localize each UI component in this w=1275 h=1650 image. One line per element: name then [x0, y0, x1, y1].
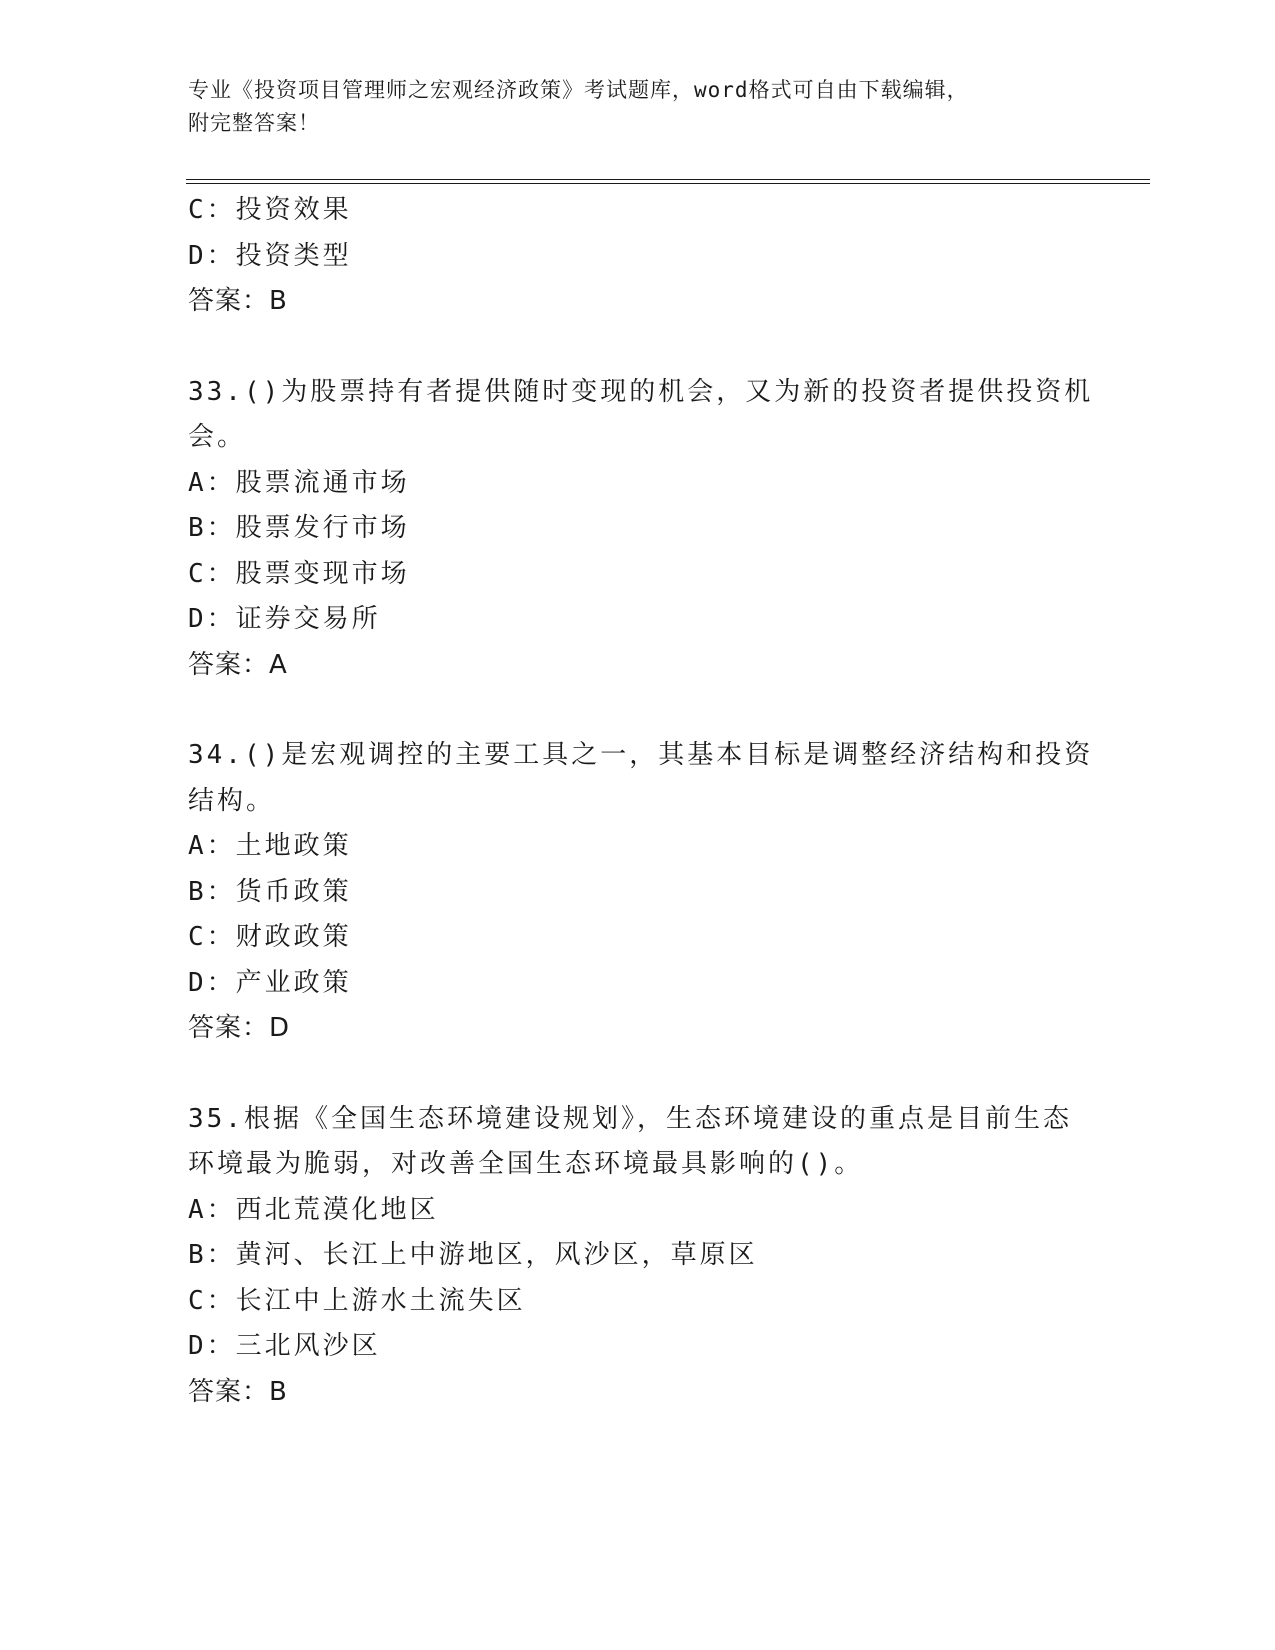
- option-c: C：投资效果: [188, 195, 352, 225]
- question-text-line-2: 会。: [188, 422, 247, 452]
- option-b: B：黄河、长江上中游地区，风沙区，草原区: [188, 1240, 758, 1270]
- question-text-line-1: 35.根据《全国生态环境建设规划》，生态环境建设的重点是目前生态: [188, 1103, 1072, 1134]
- answer-line: 答案：B: [188, 286, 288, 316]
- option-d: D：三北风沙区: [188, 1331, 381, 1361]
- document-body: [188, 188, 1094, 1415]
- option-c: C：股票变现市场: [188, 558, 410, 589]
- question-text-line-1: 34.()是宏观调控的主要工具之一，其基本目标是调整经济结构和投资: [188, 740, 1094, 770]
- option-b: B：股票发行市场: [188, 513, 410, 543]
- option-c: C：财政政策: [188, 922, 352, 952]
- option-d: D：投资类型: [188, 240, 352, 271]
- option-d: D：产业政策: [188, 967, 352, 998]
- question-34: [188, 733, 1094, 1052]
- question-text-line-2: 环境最为脆弱，对改善全国生态环境最具影响的()。: [188, 1149, 864, 1179]
- header-divider-top: [186, 179, 1150, 180]
- question-text-line-2: 结构。: [188, 785, 276, 816]
- option-b: B：货币政策: [188, 876, 352, 907]
- option-c: C：长江中上游水土流失区: [188, 1285, 526, 1316]
- option-a: A：西北荒漠化地区: [188, 1194, 439, 1225]
- header-divider-bottom: [186, 183, 1150, 184]
- document-header: [188, 74, 1088, 140]
- answer-line: 答案：A: [188, 649, 288, 680]
- option-a: A：土地政策: [188, 831, 352, 861]
- option-d: D：证券交易所: [188, 604, 381, 634]
- header-line-1: 专业《投资项目管理师之宏观经济政策》考试题库，word格式可自由下载编辑，: [188, 78, 969, 102]
- answer-line: 答案：D: [188, 1013, 291, 1043]
- header-line-2: 附完整答案！: [188, 111, 320, 135]
- question-33: [188, 370, 1094, 689]
- option-a: A：股票流通市场: [188, 467, 410, 498]
- question-35: [188, 1097, 1072, 1416]
- question-text-line-1: 33.()为股票持有者提供随时变现的机会，又为新的投资者提供投资机: [188, 376, 1094, 407]
- answer-line: 答案：B: [188, 1376, 288, 1407]
- previous-question-tail: [188, 188, 1068, 325]
